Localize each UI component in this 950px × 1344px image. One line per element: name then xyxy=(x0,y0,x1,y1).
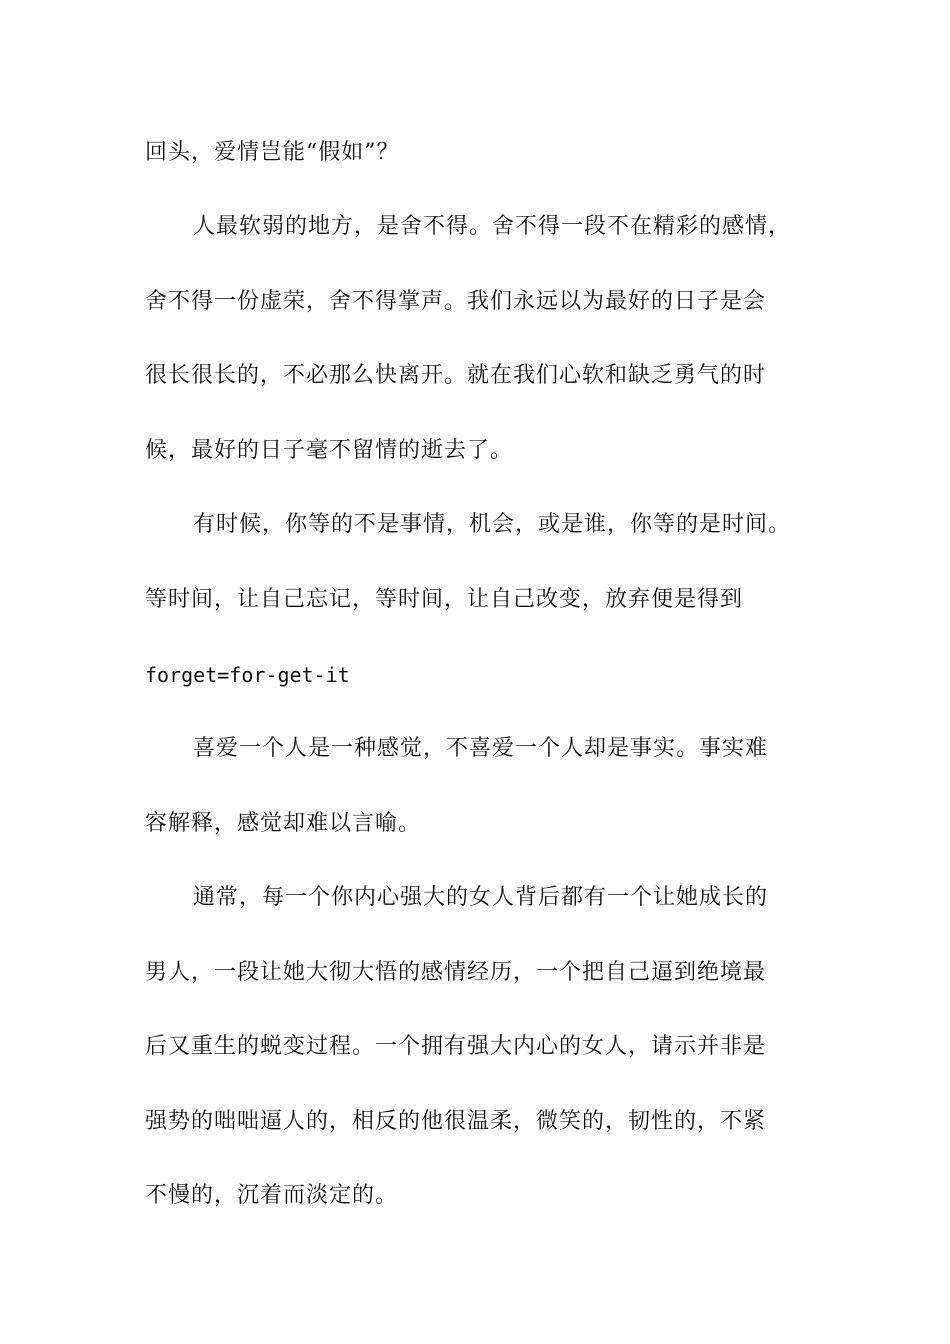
paragraph-start-line: 通常，每一个你内心强大的女人背后都有一个让她成长的 xyxy=(193,885,769,910)
text-line: 后又重生的蜕变过程。一个拥有强大内心的女人，请示并非是 xyxy=(145,1034,767,1059)
text-line: 男人，一段让她大彻大悟的感情经历，一个把自己逼到绝境最 xyxy=(145,960,767,985)
text-line: 很长很长的，不必那么快离开。就在我们心软和缺乏勇气的时 xyxy=(145,363,767,388)
text-line: 强势的咄咄逼人的，相反的他很温柔，微笑的，韧性的，不紧 xyxy=(145,1109,767,1134)
paragraph-start-line: 人最软弱的地方，是舍不得。舍不得一段不在精彩的感情， xyxy=(193,214,792,239)
text-line: 不慢的，沉着而淡定的。 xyxy=(145,1183,399,1208)
text-line: 舍不得一份虚荣，舍不得掌声。我们永远以为最好的日子是会 xyxy=(145,289,767,314)
text-line: 回头，爱情岂能“假如”？ xyxy=(145,140,400,165)
text-line: 候，最好的日子毫不留情的逝去了。 xyxy=(145,438,514,463)
text-line: 等时间，让自己忘记，等时间，让自己改变，放弃便是得到 xyxy=(145,587,744,612)
paragraph-start-line: 有时候，你等的不是事情，机会，或是谁，你等的是时间。 xyxy=(193,512,792,537)
formula-line: forget=for-get-it xyxy=(145,663,350,687)
paragraph-start-line: 喜爱一个人是一种感觉，不喜爱一个人却是事实。事实难 xyxy=(193,736,769,761)
text-line: 容解释，感觉却难以言喻。 xyxy=(145,811,422,836)
